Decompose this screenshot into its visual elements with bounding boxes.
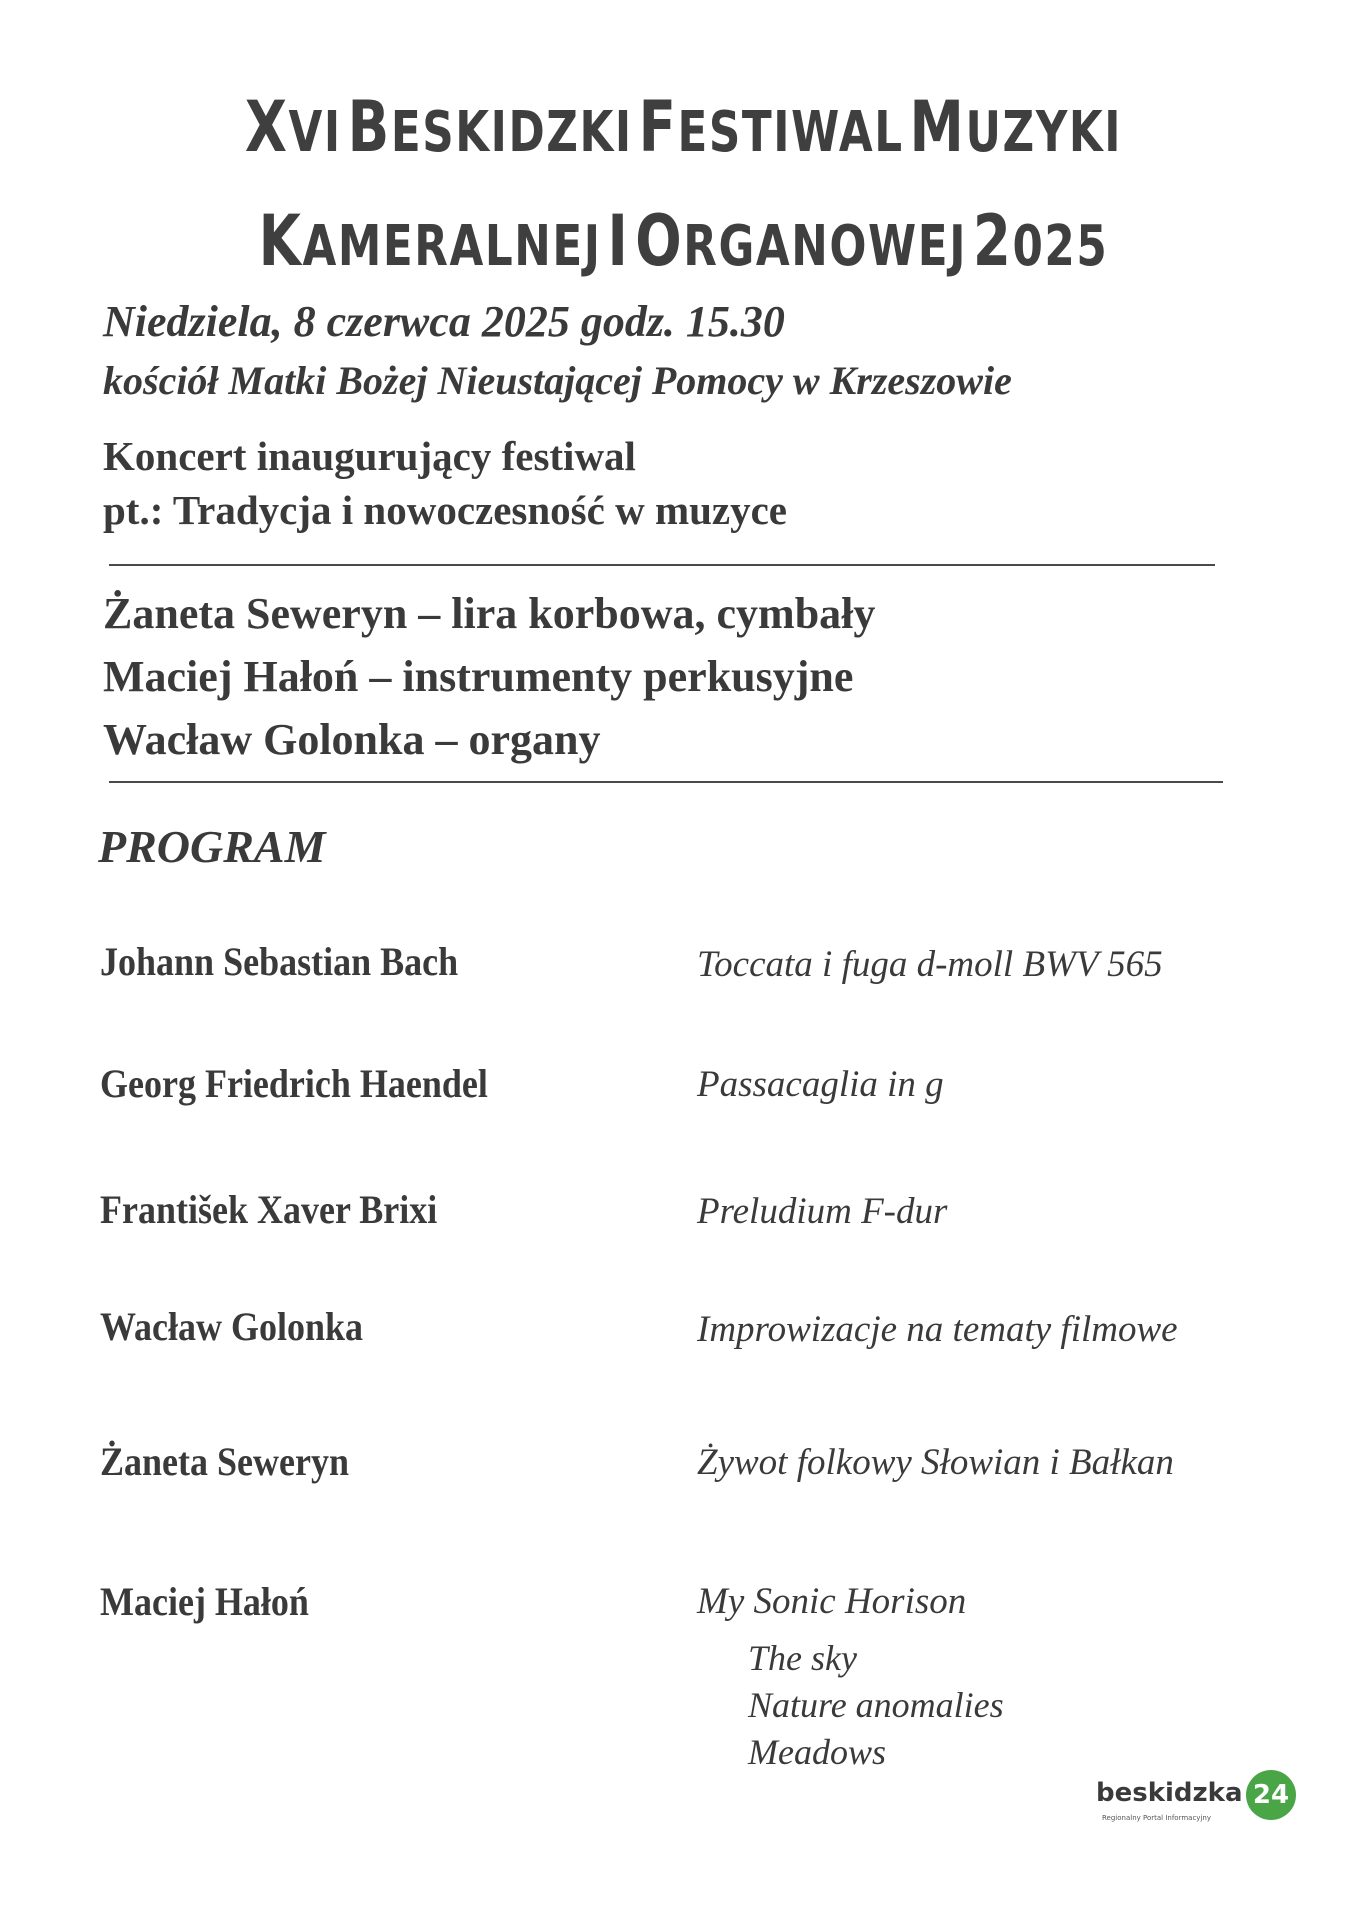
concert-subtitle: pt.: Tradycja i nowoczesność w muzyce xyxy=(103,487,787,533)
program-work: Passacaglia in g xyxy=(697,1064,944,1105)
program-work: Żywot folkowy Słowian i Bałkan xyxy=(697,1442,1174,1483)
title-word: BESKIDZKI xyxy=(347,86,633,168)
performer-line: Żaneta Seweryn – lira korbowa, cymbały xyxy=(103,589,876,638)
program-composer: František Xaver Brixi xyxy=(100,1187,438,1232)
event-venue: kościół Matki Bożej Nieustającej Pomocy w Krzeszowie xyxy=(103,358,1012,403)
program-composer: Georg Friedrich Haendel xyxy=(100,1061,488,1106)
program-composer: Johann Sebastian Bach xyxy=(100,939,459,984)
program-work: Preludium F-dur xyxy=(697,1191,948,1232)
festival-title-line-1 xyxy=(150,86,1216,168)
title-word: I xyxy=(607,200,630,282)
program-work: Toccata i fuga d-moll BWV 565 xyxy=(697,944,1163,985)
logo-tagline: Regionalny Portal Informacyjny xyxy=(1102,1814,1211,1822)
program-composer: Maciej Hałoń xyxy=(100,1579,309,1624)
performer-line: Maciej Hałoń – instrumenty perkusyjne xyxy=(103,652,854,701)
title-word: KAMERALNEJ xyxy=(258,200,602,282)
event-date: Niedziela, 8 czerwca 2025 godz. 15.30 xyxy=(103,297,785,346)
title-word: FESTIWAL xyxy=(638,86,904,168)
logo-wordmark: beskidzka xyxy=(1096,1778,1243,1808)
beskidzka24-logo xyxy=(1096,1770,1296,1830)
title-word: XVI xyxy=(244,86,342,168)
performer-line: Wacław Golonka – organy xyxy=(103,715,601,764)
title-word: ORGANOWEJ xyxy=(635,200,968,282)
program-heading: PROGRAM xyxy=(98,821,326,872)
program-work: Improwizacje na tematy filmowe xyxy=(697,1309,1178,1350)
title-word: MUZYKI xyxy=(909,86,1123,168)
festival-title-line-2 xyxy=(150,200,1216,282)
program-work: My Sonic Horison xyxy=(697,1581,967,1622)
program-movement: Nature anomalies xyxy=(748,1685,1004,1725)
divider xyxy=(109,564,1215,566)
concert-description: Koncert inaugurujący festiwal xyxy=(103,433,636,479)
program-movement: Meadows xyxy=(748,1732,886,1772)
program-composer: Żaneta Seweryn xyxy=(100,1439,349,1484)
title-word: 2025 xyxy=(972,200,1109,282)
logo-badge: 24 xyxy=(1246,1770,1296,1820)
program-movement: The sky xyxy=(748,1638,857,1678)
program-composer: Wacław Golonka xyxy=(100,1304,364,1349)
divider xyxy=(109,781,1223,783)
